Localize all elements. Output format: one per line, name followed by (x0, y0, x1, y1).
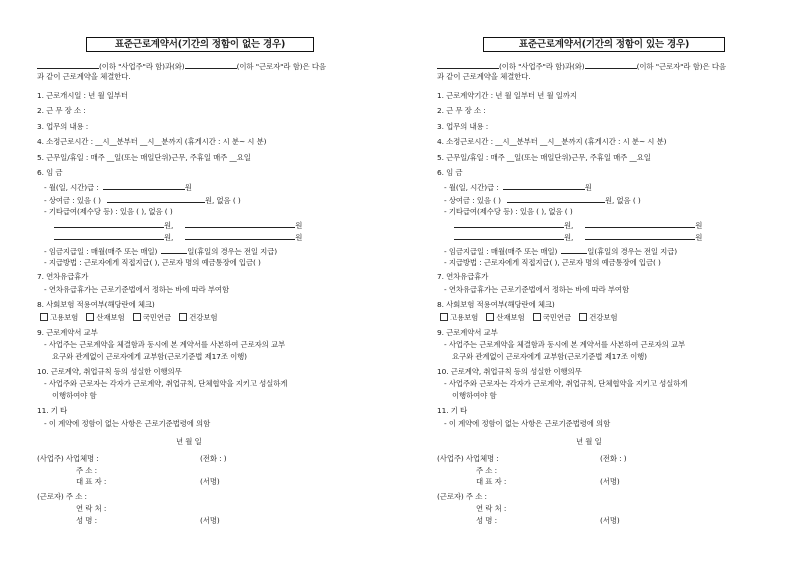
compliance-note-1: - 사업주와 근로자는 각자가 근로계약, 취업규칙, 단체협약을 지키고 성실하게 (44, 379, 288, 388)
wage-payday: - 임금지급일 : 매월(매주 또는 매일) 일(휴일의 경우는 전일 지급) (444, 247, 678, 256)
wage-amount-blank[interactable] (503, 181, 585, 190)
item-contract-delivery: 9. 근로계약서 교부 (437, 328, 498, 337)
payday-blank[interactable] (161, 245, 187, 254)
contract-indefinite (0, 0, 392, 566)
wage-monthly: - 월(일, 시간)급 : 원 (44, 183, 192, 192)
other-wage-blank[interactable] (454, 231, 564, 240)
item-workplace: 2. 근 무 장 소 : (437, 106, 486, 115)
wage-pay-method: - 지급방법 : 근로자에게 직접지급( ), 근로자 명의 예금통장에 입금( ) (44, 258, 261, 267)
employer-representative: 대 표 자 : (76, 477, 107, 486)
insurance-checkbox[interactable] (533, 313, 541, 321)
item-contract-delivery: 9. 근로계약서 교부 (37, 328, 98, 337)
insurance-checkbox[interactable] (133, 313, 141, 321)
compliance-note-2: 이행하여야 함 (452, 391, 497, 400)
contract-fixed-term (400, 0, 792, 566)
worker-signature[interactable]: (서명) (600, 516, 620, 525)
item-wage: 6. 임 금 (437, 168, 463, 177)
wage-monthly: - 월(일, 시간)급 : 원 (444, 183, 592, 192)
item-annual-leave: 7. 연차유급휴가 (37, 272, 89, 281)
other-wage-row: 원, 원 (454, 231, 702, 243)
worker-contact: 연 락 처 : (476, 504, 507, 513)
compliance-note-2: 이행하여야 함 (52, 391, 97, 400)
signing-date: 년 월 일 (576, 437, 602, 446)
intro-line-2: 과 같이 근로계약을 체결한다. (37, 72, 131, 81)
worker-name: 성 명 : (476, 516, 497, 525)
employer-signature[interactable]: (서명) (600, 477, 620, 486)
delivery-note-1: - 사업주는 근로계약을 체결함과 동시에 본 계약서를 사본하여 근로자의 교부 (444, 340, 686, 349)
insurance-options: 고용보험 산재보험 국민연금 건강보험 (440, 313, 617, 323)
insurance-checkbox[interactable] (86, 313, 94, 321)
other-note: - 이 계약에 정함이 없는 사항은 근로기준법령에 의함 (44, 419, 211, 428)
form-title: 표준근로계약서(기간의 정함이 없는 경우) (86, 37, 314, 52)
worker-name: 성 명 : (76, 516, 97, 525)
item-workdays: 5. 근무일/휴일 : 매주 __일(또는 매일단위)근무, 주휴일 매주 __요일 (37, 153, 251, 162)
employer-blank[interactable] (437, 60, 499, 69)
wage-other: - 기타급여(제수당 등) : 있음 ( ), 없음 ( ) (444, 207, 573, 216)
insurance-checkbox[interactable] (40, 313, 48, 321)
other-wage-row: 원, 원 (54, 219, 302, 231)
item-duty-of-compliance: 10. 근로계약, 취업규칙 등의 성실한 이행의무 (37, 367, 182, 376)
wage-bonus: - 상여금 : 있음 ( ) 원, 없음 ( ) (44, 196, 241, 205)
insurance-checkbox[interactable] (486, 313, 494, 321)
item-start-date: 1. 근로개시일 : 년 월 일부터 (37, 91, 128, 100)
item-job-description: 3. 업무의 내용 : (37, 122, 89, 131)
item-duty-of-compliance: 10. 근로계약, 취업규칙 등의 성실한 이행의무 (437, 367, 582, 376)
annual-leave-note: - 연차유급휴가는 근로기준법에서 정하는 바에 따라 부여함 (44, 285, 230, 294)
employer-phone: (전화 : ) (600, 454, 627, 463)
compliance-note-1: - 사업주와 근로자는 각자가 근로계약, 취업규칙, 단체협약을 지키고 성실하게 (444, 379, 688, 388)
other-wage-blank[interactable] (585, 231, 695, 240)
item-workplace: 2. 근 무 장 소 : (37, 106, 86, 115)
worker-blank[interactable] (585, 60, 637, 69)
form-title: 표준근로계약서(기간의 정함이 있는 경우) (483, 37, 725, 52)
other-wage-blank[interactable] (185, 231, 295, 240)
bonus-amount-blank[interactable] (507, 194, 605, 203)
item-social-insurance: 8. 사회보험 적용여부(해당란에 체크) (437, 300, 555, 309)
other-wage-blank[interactable] (54, 219, 164, 228)
worker-address: (근로자) 주 소 : (37, 492, 87, 501)
item-contract-period: 1. 근로계약기간 : 년 월 일부터 년 월 일까지 (437, 91, 577, 100)
worker-contact: 연 락 처 : (76, 504, 107, 513)
worker-blank[interactable] (185, 60, 237, 69)
employer-representative: 대 표 자 : (476, 477, 507, 486)
delivery-note-1: - 사업주는 근로계약을 체결함과 동시에 본 계약서를 사본하여 근로자의 교부 (44, 340, 286, 349)
insurance-checkbox[interactable] (179, 313, 187, 321)
item-social-insurance: 8. 사회보험 적용여부(해당란에 체크) (37, 300, 155, 309)
other-wage-row: 원, 원 (454, 219, 702, 231)
employer-blank[interactable] (37, 60, 99, 69)
insurance-checkbox[interactable] (440, 313, 448, 321)
intro-line-1: (이하 "사업주"라 함)과(와) (이하 "근로자"라 함)은 다음 (37, 60, 326, 72)
employer-company-label: (사업주) 사업체명 : (437, 454, 499, 463)
employer-address: 주 소 : (76, 466, 97, 475)
wage-bonus: - 상여금 : 있음 ( ) 원, 없음 ( ) (444, 196, 641, 205)
other-note: - 이 계약에 정함이 없는 사항은 근로기준법령에 의함 (444, 419, 611, 428)
intro-line-2: 과 같이 근로계약을 체결한다. (437, 72, 531, 81)
worker-address: (근로자) 주 소 : (437, 492, 487, 501)
insurance-options: 고용보험 산재보험 국민연금 건강보험 (40, 313, 217, 323)
employer-phone: (전화 : ) (200, 454, 227, 463)
other-wage-blank[interactable] (54, 231, 164, 240)
other-wage-row: 원, 원 (54, 231, 302, 243)
item-work-hours: 4. 소정근로시간 : __시__분부터 __시__분까지 (휴게시간 : 시 분~ 시 분) (437, 137, 667, 146)
other-wage-blank[interactable] (185, 219, 295, 228)
other-wage-blank[interactable] (585, 219, 695, 228)
item-wage: 6. 임 금 (37, 168, 63, 177)
payday-blank[interactable] (561, 245, 587, 254)
item-workdays: 5. 근무일/휴일 : 매주 __일(또는 매일단위)근무, 주휴일 매주 __요일 (437, 153, 651, 162)
employer-address: 주 소 : (476, 466, 497, 475)
item-annual-leave: 7. 연차유급휴가 (437, 272, 489, 281)
wage-amount-blank[interactable] (103, 181, 185, 190)
intro-line-1: (이하 "사업주"라 함)과(와) (이하 "근로자"라 함)은 다음 (437, 60, 726, 72)
bonus-amount-blank[interactable] (107, 194, 205, 203)
item-other: 11. 기 타 (437, 406, 468, 415)
employer-signature[interactable]: (서명) (200, 477, 220, 486)
worker-signature[interactable]: (서명) (200, 516, 220, 525)
delivery-note-2: 요구와 관계없이 근로자에게 교부함(근로기준법 제17조 이행) (452, 352, 647, 361)
item-work-hours: 4. 소정근로시간 : __시__분부터 __시__분까지 (휴게시간 : 시 분~ 시 분) (37, 137, 267, 146)
insurance-checkbox[interactable] (579, 313, 587, 321)
wage-other: - 기타급여(제수당 등) : 있음 ( ), 없음 ( ) (44, 207, 173, 216)
wage-pay-method: - 지급방법 : 근로자에게 직접지급( ), 근로자 명의 예금통장에 입금( ) (444, 258, 661, 267)
annual-leave-note: - 연차유급휴가는 근로기준법에서 정하는 바에 따라 부여함 (444, 285, 630, 294)
item-other: 11. 기 타 (37, 406, 68, 415)
signing-date: 년 월 일 (176, 437, 202, 446)
other-wage-blank[interactable] (454, 219, 564, 228)
wage-payday: - 임금지급일 : 매월(매주 또는 매일) 일(휴일의 경우는 전일 지급) (44, 247, 278, 256)
employer-company-label: (사업주) 사업체명 : (37, 454, 99, 463)
item-job-description: 3. 업무의 내용 : (437, 122, 489, 131)
delivery-note-2: 요구와 관계없이 근로자에게 교부함(근로기준법 제17조 이행) (52, 352, 247, 361)
